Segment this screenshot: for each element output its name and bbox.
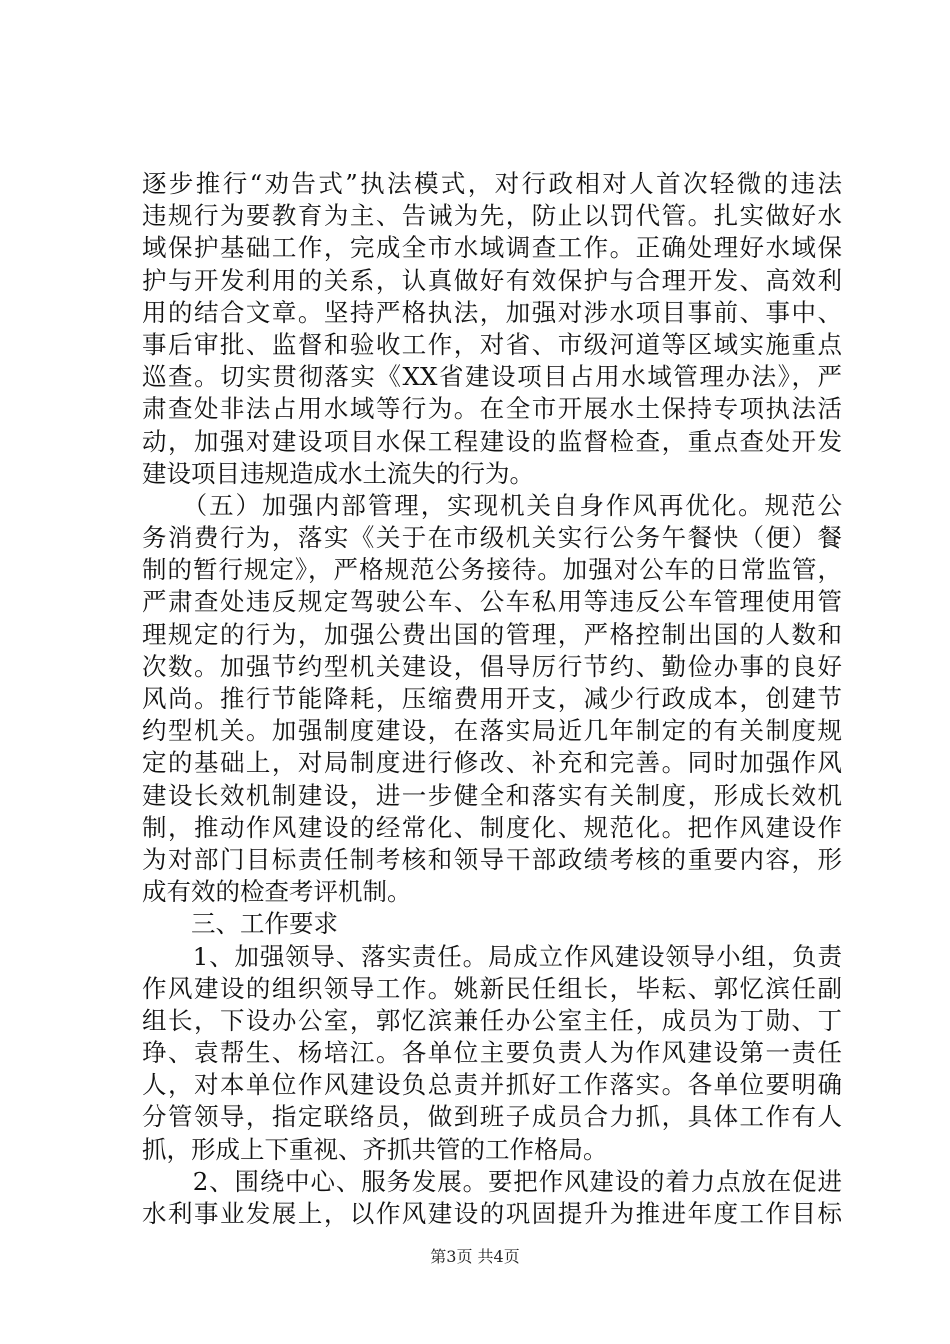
body-text-line: 水利事业发展上，以作风建设的巩固提升为推进年度工作目标 bbox=[142, 1199, 842, 1228]
body-text-line: 肃查处非法占用水域等行为。在全市开展水土保持专项执法活 bbox=[142, 394, 842, 424]
body-text-line: 建设长效机制建设，进一步健全和落实有关制度，形成长效机 bbox=[142, 780, 842, 810]
body-text-line: 逐步推行“劝告式”执法模式，对行政相对人首次轻微的违法 bbox=[142, 169, 842, 198]
body-text-line: 分管领导，指定联络员，做到班子成员合力抓，具体工作有人 bbox=[142, 1102, 842, 1132]
body-text-line: 制，推动作风建设的经常化、制度化、规范化。把作风建设作 bbox=[142, 812, 842, 842]
body-text-line: 次数。加强节约型机关建设，倡导厉行节约、勤俭办事的良好 bbox=[142, 651, 842, 681]
body-text-line: 动，加强对建设项目水保工程建设的监督检查，重点查处开发 bbox=[142, 426, 842, 456]
body-text-line: 违规行为要教育为主、告诫为先，防止以罚代管。扎实做好水 bbox=[142, 201, 842, 231]
body-text-line: 抓，形成上下重视、齐抓共管的工作格局。 bbox=[142, 1134, 608, 1164]
body-text-line: 成有效的检查考评机制。 bbox=[142, 877, 412, 907]
body-text-line: 事后审批、监督和验收工作，对省、市级河道等区域实施重点 bbox=[142, 329, 842, 359]
body-text-line: 1、加强领导、落实责任。局成立作风建设领导小组，负责 bbox=[142, 941, 842, 971]
body-text-line: （五）加强内部管理，实现机关自身作风再优化。规范公 bbox=[142, 490, 842, 520]
body-text-line: 用的结合文章。坚持严格执法，加强对涉水项目事前、事中、 bbox=[142, 297, 842, 327]
body-text-line: 严肃查处违反规定驾驶公车、公车私用等违反公车管理使用管 bbox=[142, 587, 842, 617]
body-text-line: 琤、袁帮生、杨培江。各单位主要负责人为作风建设第一责任 bbox=[142, 1038, 842, 1068]
body-text-line: 巡查。切实贯彻落实《XX省建设项目占用水域管理办法》，严 bbox=[142, 362, 842, 392]
body-text-line: 为对部门目标责任制考核和领导干部政绩考核的重要内容，形 bbox=[142, 844, 842, 874]
body-text-line: 建设项目违规造成水土流失的行为。 bbox=[142, 458, 534, 488]
body-text-line: 约型机关。加强制度建设，在落实局近几年制定的有关制度规 bbox=[142, 716, 842, 746]
body-text-line: 作风建设的组织领导工作。姚新民任组长，毕耘、郭忆滨任副 bbox=[142, 973, 842, 1003]
body-text-line: 三、工作要求 bbox=[142, 909, 338, 939]
body-text-line: 务消费行为，落实《关于在市级机关实行公务午餐快（便）餐 bbox=[142, 523, 842, 553]
body-text-line: 护与开发利用的关系，认真做好有效保护与合理开发、高效利 bbox=[142, 265, 842, 295]
document-body bbox=[142, 168, 842, 1230]
body-text-line: 组长，下设办公室，郭忆滨兼任办公室主任，成员为丁勋、丁 bbox=[142, 1005, 842, 1035]
page-footer: 第3页 共4页 bbox=[430, 1247, 520, 1266]
body-text-line: 人，对本单位作风建设负总责并抓好工作落实。各单位要明确 bbox=[142, 1070, 842, 1100]
body-text-line: 制的暂行规定》，严格规范公务接待。加强对公车的日常监管， bbox=[142, 555, 842, 585]
body-text-line: 2、围绕中心、服务发展。要把作风建设的着力点放在促进 bbox=[142, 1166, 842, 1196]
body-text-line: 风尚。推行节能降耗，压缩费用开支，减少行政成本，创建节 bbox=[142, 684, 842, 713]
body-text-line: 域保护基础工作，完成全市水域调查工作。正确处理好水域保 bbox=[142, 233, 842, 263]
body-text-line: 定的基础上，对局制度进行修改、补充和完善。同时加强作风 bbox=[142, 748, 842, 778]
body-text-line: 理规定的行为，加强公费出国的管理，严格控制出国的人数和 bbox=[142, 619, 842, 649]
